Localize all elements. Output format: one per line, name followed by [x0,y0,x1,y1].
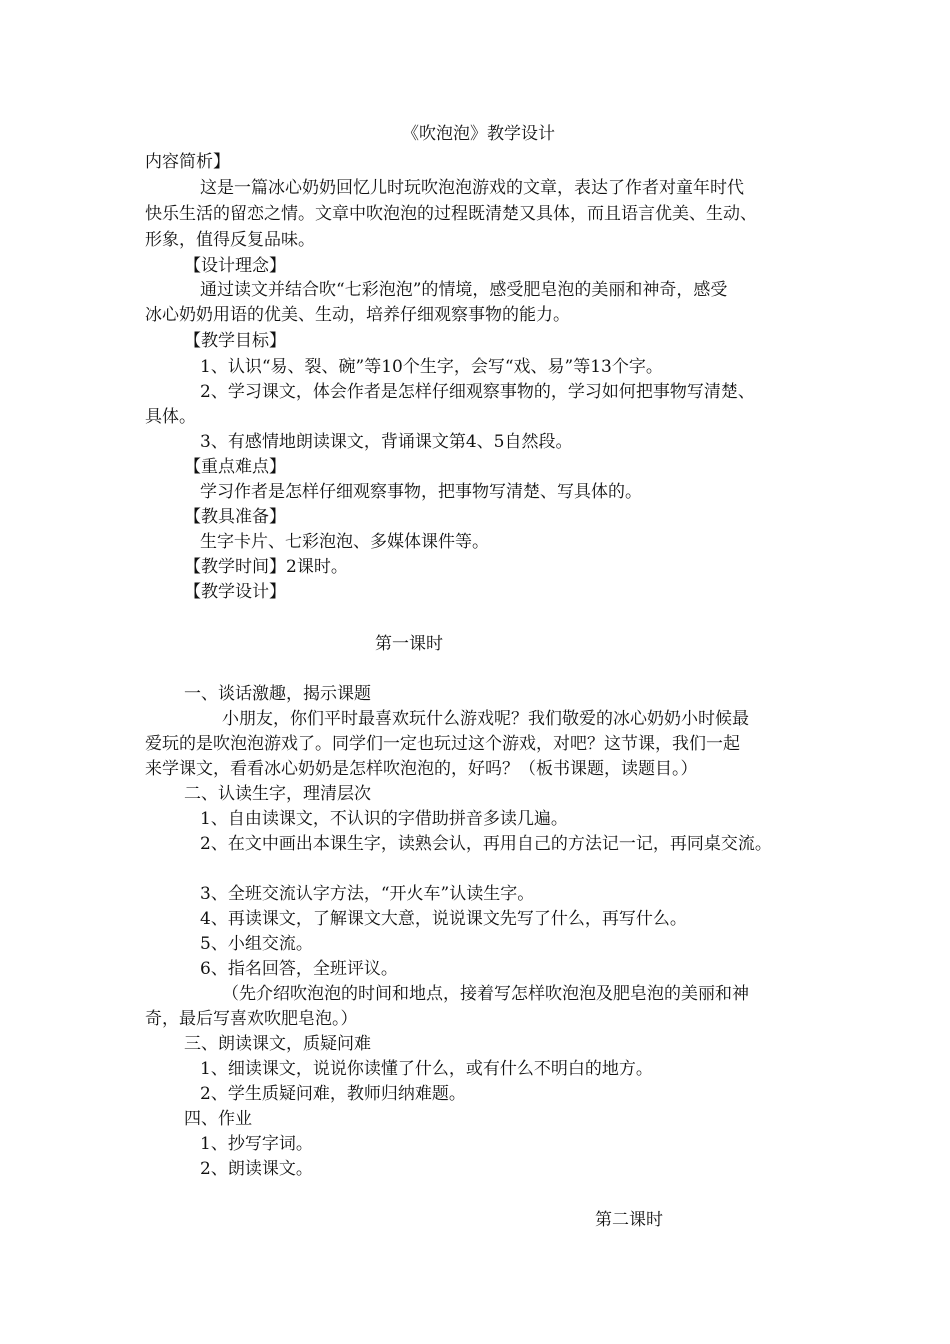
paragraph-line: 形象，值得反复品味。 [145,230,315,250]
step-item: 2、朗读课文。 [200,1159,313,1179]
step-item: 1、抄写字词。 [200,1134,313,1154]
section-heading-materials: 【教具准备】 [184,507,286,527]
step-item: 4、再读课文，了解课文大意，说说课文先写了什么，再写什么。 [200,909,687,929]
goal-item-continued: 具体。 [145,407,196,427]
paragraph-line: 冰心奶奶用语的优美、生动，培养仔细观察事物的能力。 [145,305,570,325]
paragraph-line: 爱玩的是吹泡泡游戏了。同学们一定也玩过这个游戏，对吧？这节课，我们一起 [145,734,740,754]
section-heading-goals: 【教学目标】 [184,331,286,351]
section-heading-design: 【教学设计】 [184,582,286,602]
paragraph-line: 小朋友，你们平时最喜欢玩什么游戏呢？我们敬爱的冰心奶奶小时候最 [222,709,749,729]
document-title: 《吹泡泡》教学设计 [402,124,555,144]
section-heading-design-concept: 【设计理念】 [184,256,286,276]
step-item: 2、在文中画出本课生字，读熟会认，再用自己的方法记一记，再同桌交流。 [200,834,772,854]
goal-item: 2、学习课文，体会作者是怎样仔细观察事物的，学习如何把事物写清楚、 [200,382,755,402]
step-item: 6、指名回答，全班评议。 [200,959,398,979]
lesson-2-title: 第二课时 [595,1210,663,1230]
step-item: 5、小组交流。 [200,934,313,954]
lesson-1-title: 第一课时 [375,634,443,654]
section-heading-key-points: 【重点难点】 [184,457,286,477]
section-heading-content-analysis: 内容简析】 [145,152,230,172]
part-heading: 一、谈话激趣，揭示课题 [184,684,371,704]
step-item: 1、细读课文，说说你读懂了什么，或有什么不明白的地方。 [200,1059,653,1079]
step-item: 2、学生质疑问难，教师归纳难题。 [200,1084,466,1104]
part-heading: 二、认读生字，理清层次 [184,784,371,804]
goal-item: 1、认识“易、裂、碗”等10个生字，会写“戏、易”等13个字。 [200,357,663,377]
step-item: 3、全班交流认字方法，“开火车”认读生字。 [200,884,535,904]
paragraph-line: 这是一篇冰心奶奶回忆儿时玩吹泡泡游戏的文章，表达了作者对童年时代 [200,178,744,198]
paragraph-line: 学习作者是怎样仔细观察事物，把事物写清楚、写具体的。 [200,482,642,502]
section-heading-time: 【教学时间】2课时。 [184,557,348,577]
note-line: （先介绍吹泡泡的时间和地点，接着写怎样吹泡泡及肥皂泡的美丽和神 [222,984,749,1004]
paragraph-line: 生字卡片、七彩泡泡、多媒体课件等。 [200,532,489,552]
note-line: 奇，最后写喜欢吹肥皂泡。） [145,1009,358,1029]
step-item: 1、自由读课文，不认识的字借助拼音多读几遍。 [200,809,568,829]
paragraph-line: 快乐生活的留恋之情。文章中吹泡泡的过程既清楚又具体，而且语言优美、生动、 [145,204,757,224]
goal-item: 3、有感情地朗读课文，背诵课文第4、5自然段。 [200,432,573,452]
part-heading: 四、作业 [184,1109,252,1129]
paragraph-line: 来学课文，看看冰心奶奶是怎样吹泡泡的，好吗？（板书课题，读题目。） [145,759,698,779]
paragraph-line: 通过读文并结合吹“七彩泡泡”的情境，感受肥皂泡的美丽和神奇，感受 [200,280,728,300]
part-heading: 三、朗读课文，质疑问难 [184,1034,371,1054]
